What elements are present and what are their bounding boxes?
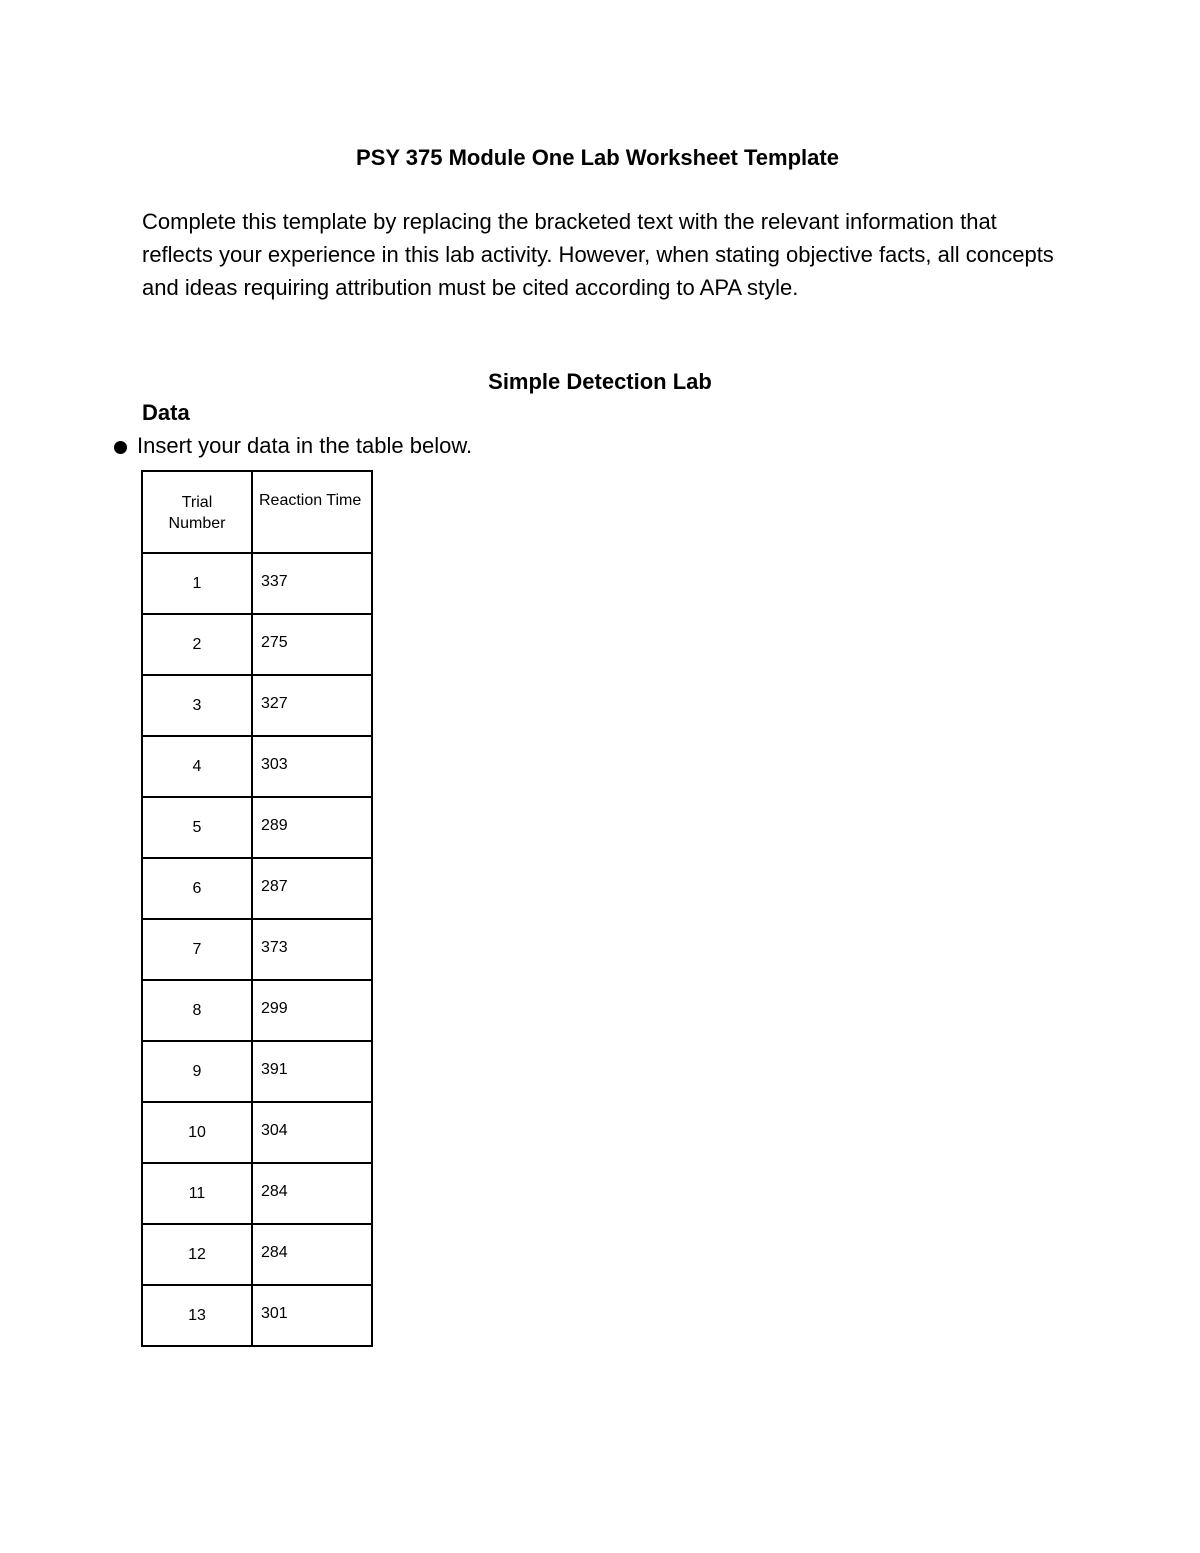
- trial-number-cell: 11: [142, 1163, 252, 1224]
- document-title: PSY 375 Module One Lab Worksheet Template: [356, 145, 839, 170]
- table-row: [142, 858, 372, 919]
- table-row: [142, 553, 372, 614]
- reaction-time-cell: 391: [252, 1041, 372, 1102]
- table-row: [142, 1224, 372, 1285]
- reaction-time-cell: 287: [252, 858, 372, 919]
- reaction-time-cell: 337: [252, 553, 372, 614]
- reaction-time-cell: 301: [252, 1285, 372, 1346]
- trial-number-cell: 3: [142, 675, 252, 736]
- table-row: [142, 980, 372, 1041]
- section-title: Simple Detection Lab: [488, 369, 712, 394]
- trial-number-cell: 5: [142, 797, 252, 858]
- table-row: [142, 1163, 372, 1224]
- bullet-text: Insert your data in the table below.: [137, 433, 473, 458]
- header-trial-line2: Number: [168, 515, 226, 532]
- reaction-time-cell: 304: [252, 1102, 372, 1163]
- trial-number-cell: 7: [142, 919, 252, 980]
- reaction-time-cell: 284: [252, 1163, 372, 1224]
- reaction-time-cell: 327: [252, 675, 372, 736]
- table-row: [142, 675, 372, 736]
- table-row: [142, 797, 372, 858]
- table-row: [142, 1041, 372, 1102]
- reaction-time-cell: 284: [252, 1224, 372, 1285]
- reaction-time-cell: 373: [252, 919, 372, 980]
- header-trial-number: [142, 471, 252, 553]
- table-row: [142, 1285, 372, 1346]
- table-header-row: [142, 471, 372, 553]
- header-trial-line1: Trial: [181, 494, 213, 511]
- bullet-item: [114, 431, 472, 461]
- trial-number-cell: 9: [142, 1041, 252, 1102]
- trial-number-cell: 12: [142, 1224, 252, 1285]
- table-row: [142, 736, 372, 797]
- reaction-time-table: [141, 470, 373, 1347]
- table-body: [142, 553, 372, 1346]
- reaction-time-cell: 289: [252, 797, 372, 858]
- table-row: [142, 1102, 372, 1163]
- trial-number-cell: 6: [142, 858, 252, 919]
- trial-number-cell: 4: [142, 736, 252, 797]
- header-reaction-time: Reaction Time: [252, 471, 372, 553]
- reaction-time-cell: 275: [252, 614, 372, 675]
- trial-number-cell: 1: [142, 553, 252, 614]
- table-row: [142, 919, 372, 980]
- trial-number-cell: 8: [142, 980, 252, 1041]
- reaction-time-cell: 303: [252, 736, 372, 797]
- data-heading: Data: [142, 400, 190, 425]
- trial-number-cell: 13: [142, 1285, 252, 1346]
- trial-number-cell: 2: [142, 614, 252, 675]
- reaction-time-cell: 299: [252, 980, 372, 1041]
- instructions-paragraph: Complete this template by replacing the bracketed text with the relevant information that reflects your experience in this lab activity. However, when stating objective facts, all concepts and ideas requiring attribution must be cited according to APA style.: [142, 209, 1054, 300]
- bullet-icon: [114, 441, 127, 454]
- trial-number-cell: 10: [142, 1102, 252, 1163]
- table-row: [142, 614, 372, 675]
